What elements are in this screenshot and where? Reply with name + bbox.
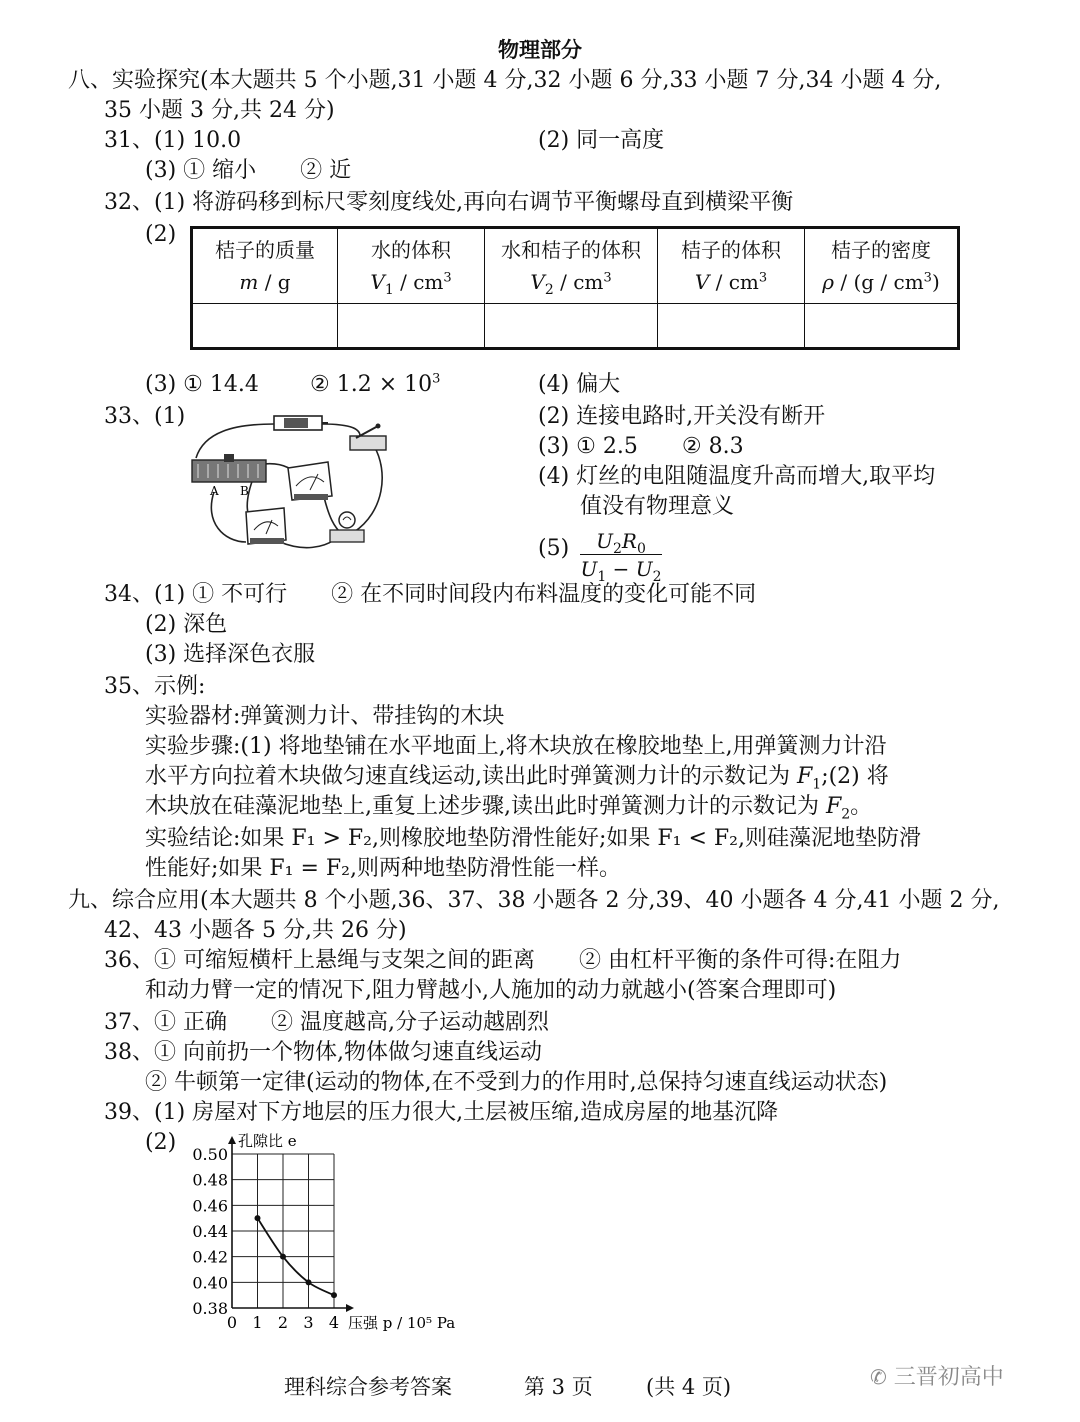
page-title: 物理部分	[498, 38, 582, 62]
table-empty-cell	[658, 304, 805, 349]
chart-data-point	[306, 1279, 312, 1285]
q32-part3a: (3) ① 14.4	[145, 372, 259, 397]
chart-x-tick-label: 2	[277, 1313, 289, 1332]
density-record-table	[190, 226, 960, 350]
chart-x-tick-label: 3	[303, 1313, 314, 1332]
section9-header-line2: 42、43 小题各 5 分,共 26 分)	[104, 918, 407, 943]
chart-x-tick-label: 1	[252, 1313, 263, 1332]
q33-part4-line2: 值没有物理意义	[580, 494, 735, 519]
table-empty-cell	[485, 304, 658, 349]
q32-part4: (4) 偏大	[538, 372, 621, 397]
void-ratio-chart	[180, 1130, 480, 1340]
chart-y-arrow	[228, 1136, 236, 1144]
q36-line1: 36、① 可缩短横杆上悬绳与支架之间的距离 ② 由杠杆平衡的条件可得:在阻力	[104, 948, 902, 973]
table-header-cell: 桔子的体积 V / $cm^3$	[658, 228, 805, 304]
q33-part4-line1: (4) 灯丝的电阻随温度升高而增大,取平均	[538, 464, 936, 489]
q39-part1: 39、(1) 房屋对下方地层的压力很大,土层被压缩,造成房屋的地基沉降	[104, 1100, 779, 1125]
footer-total-pages: (共 4 页)	[646, 1375, 732, 1399]
q32-part2-label: (2)	[145, 222, 177, 247]
section8-header-line1: 八、实验探究(本大题共 5 个小题,31 小题 4 分,32 小题 6 分,33 小题 7 分,34 小题 4 分,	[68, 68, 942, 93]
q37-line1: 37、① 正确 ② 温度越高,分子运动越剧烈	[104, 1010, 549, 1035]
q35-steps-line1: 实验步骤:(1) 将地垫铺在水平地面上,将木块放在橡胶地垫上,用弹簧测力计沿	[145, 734, 887, 759]
table-empty-cell	[805, 304, 959, 349]
q31-part2: (2) 同一高度	[538, 128, 665, 153]
chart-x-tick-label: 4	[328, 1313, 340, 1332]
rheostat-icon	[192, 454, 266, 482]
q33-part2: (2) 连接电路时,开关没有断开	[538, 404, 826, 429]
q33-part3: (3) ① 2.5 ② 8.3	[538, 434, 744, 459]
chart-x-axis-label: 压强 p / 10⁵ Pa	[348, 1314, 456, 1332]
chart-y-tick-label: 0.44	[192, 1222, 228, 1241]
q35-conclusion-line2: 性能好;如果 F₁ = F₂,则两种地垫防滑性能一样。	[145, 856, 621, 881]
table-header-cell: 水的体积 $V_1 / cm^3$	[338, 228, 485, 304]
chart-data-point	[280, 1254, 286, 1260]
q33-part5-fraction: $\frac{U_2R_0}{U_1 - U_2}$	[580, 529, 662, 585]
q33-part1-label: 33、(1)	[104, 404, 186, 429]
chart-data-point	[331, 1292, 337, 1298]
footer-page-number: 第 3 页	[524, 1375, 593, 1399]
q35-materials: 实验器材:弹簧测力计、带挂钩的木块	[145, 704, 505, 729]
q35-steps-line3: 木块放在硅藻泥地垫上,重复上述步骤,读出此时弹簧测力计的示数记为 $F_2$。	[145, 794, 873, 823]
chart-y-tick-label: 0.38	[192, 1299, 228, 1318]
chart-x-tick-label: 0	[226, 1313, 238, 1332]
table-header-cell: 水和桔子的体积 $V_2 / cm^3$	[485, 228, 658, 304]
q39-part2-label: (2)	[145, 1130, 177, 1155]
q38-line1: 38、① 向前扔一个物体,物体做匀速直线运动	[104, 1040, 542, 1065]
q38-line2: ② 牛顿第一定律(运动的物体,在不受到力的作用时,总保持匀速直线运动状态)	[145, 1070, 888, 1095]
q31-part1: 31、(1) 10.0	[104, 128, 242, 153]
switch-icon	[350, 424, 386, 451]
section8-header-line2: 35 小题 3 分,共 24 分)	[104, 98, 335, 123]
chart-y-axis-label: 孔隙比 e	[238, 1132, 297, 1150]
q34-part3: (3) 选择深色衣服	[145, 642, 316, 667]
chart-y-tick-label: 0.42	[192, 1247, 228, 1267]
rheostat-terminal-b: B	[240, 484, 249, 498]
table-header-cell: 桔子的质量 m / g	[192, 228, 338, 304]
chart-y-tick-label: 0.48	[192, 1170, 228, 1190]
q35-steps-line2: 水平方向拉着木块做匀速直线运动,读出此时弹簧测力计的示数记为 $F_1;(2)$ 将	[145, 764, 889, 793]
ammeter-icon	[246, 508, 286, 544]
table-header-cell: 桔子的密度 ρ / $(g / cm^3)$	[805, 228, 959, 304]
chart-y-tick-label: 0.50	[192, 1145, 228, 1164]
chart-y-tick-label: 0.40	[192, 1273, 228, 1293]
watermark: ✆ 三晋初高中	[870, 1365, 1004, 1390]
table-empty-cell	[192, 304, 338, 349]
q31-part3: (3) ① 缩小 ② 近	[145, 158, 352, 183]
circuit-diagram	[184, 402, 394, 564]
q34-part2: (2) 深色	[145, 612, 228, 637]
q35-conclusion-line1: 实验结论:如果 F₁ > F₂,则橡胶地垫防滑性能好;如果 F₁ < F₂,则硅藻泥地垫防滑	[145, 826, 921, 851]
rheostat-terminal-a: A	[210, 484, 219, 498]
q35-part1: 35、示例:	[104, 674, 206, 699]
q34-part1: 34、(1) ① 不可行 ② 在不同时间段内布料温度的变化可能不同	[104, 582, 757, 607]
chart-y-tick-label: 0.46	[192, 1196, 228, 1216]
table-empty-cell	[338, 304, 485, 349]
q32-part1: 32、(1) 将游码移到标尺零刻度线处,再向右调节平衡螺母直到横梁平衡	[104, 190, 794, 215]
chart-x-arrow	[346, 1304, 354, 1312]
footer-doc-title: 理科综合参考答案	[284, 1375, 452, 1399]
battery-icon	[274, 416, 328, 430]
section9-header-line1: 九、综合应用(本大题共 8 个小题,36、37、38 小题各 2 分,39、40 小题各 4 分,41 小题 2 分,	[68, 888, 1000, 913]
chart-data-point	[255, 1215, 261, 1221]
q32-part3b: ② $1.2 \times 10^3$	[310, 371, 441, 397]
q33-part5-label: (5)	[538, 536, 570, 561]
q36-line2: 和动力臂一定的情况下,阻力臂越小,人施加的动力就越小(答案合理即可)	[145, 978, 837, 1003]
wechat-icon: ✆	[870, 1365, 887, 1389]
voltmeter-icon	[288, 462, 332, 500]
